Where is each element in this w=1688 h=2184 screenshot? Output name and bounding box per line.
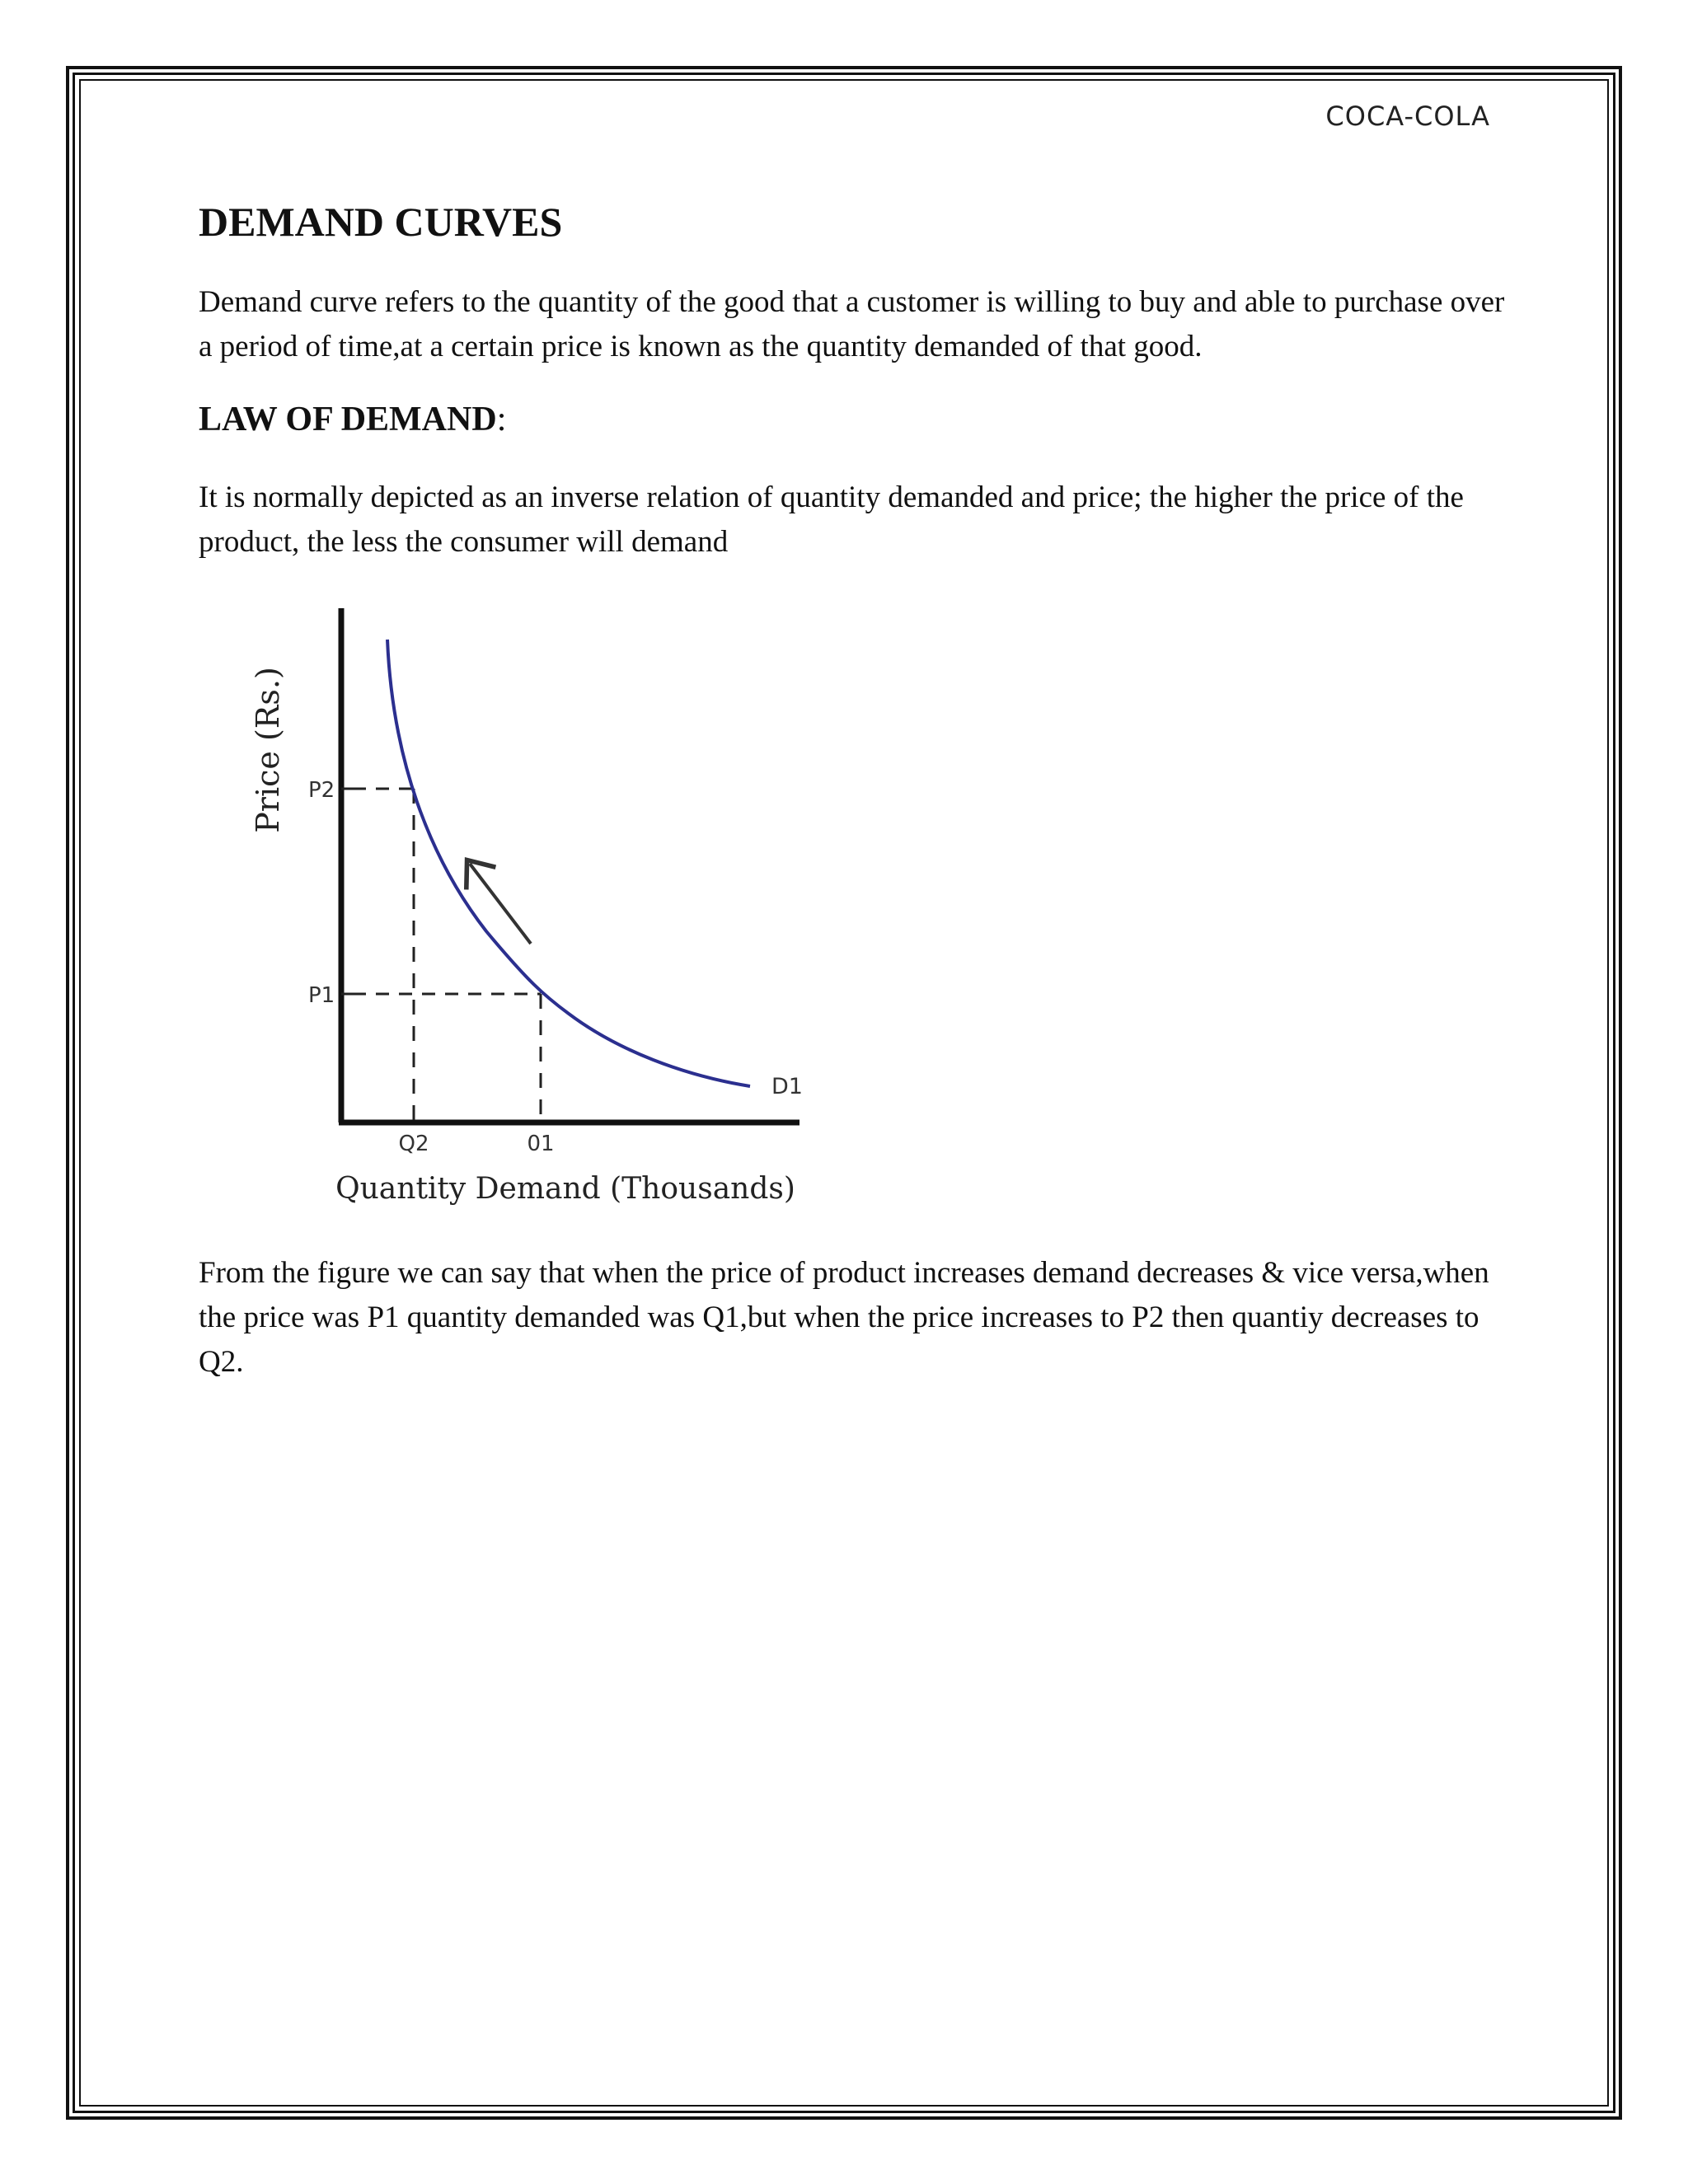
running-header: COCA-COLA xyxy=(1325,101,1490,132)
q1-label: 01 xyxy=(527,1132,555,1156)
demand-curve-d1 xyxy=(387,640,750,1086)
curve-label-d1: D1 xyxy=(771,1074,803,1099)
demand-curve-figure xyxy=(239,593,832,1220)
law-heading-text: LAW OF DEMAND xyxy=(199,401,497,438)
law-heading xyxy=(199,400,506,439)
demand-curve-svg xyxy=(239,593,832,1220)
p1-label: P1 xyxy=(308,983,335,1008)
law-paragraph: It is normally depicted as an inverse relation of quantity demanded and price; the higher the price of the product, the less the consumer will demand xyxy=(199,480,1464,559)
y-axis-label: Price (Rs.) xyxy=(250,667,286,833)
x-axis-label: Quantity Demand (Thousands) xyxy=(335,1172,795,1206)
q2-label: Q2 xyxy=(398,1132,429,1156)
law-heading-colon: : xyxy=(496,401,507,438)
intro-paragraph: Demand curve refers to the quantity of the good that a customer is willing to buy and able to purchase over a period of time,at a certain price is known as the quantity demanded of that good. xyxy=(199,285,1505,363)
section-title: DEMAND CURVES xyxy=(199,199,563,245)
movement-arrow-icon xyxy=(470,864,531,944)
p2-label: P2 xyxy=(308,778,335,803)
conclusion-paragraph: From the figure we can say that when the price of product increases demand decreases & vice versa,when the price was P1 quantity demanded was Q1,but when the price increases to P2 then quantiy decreases to Q2. xyxy=(199,1256,1489,1379)
